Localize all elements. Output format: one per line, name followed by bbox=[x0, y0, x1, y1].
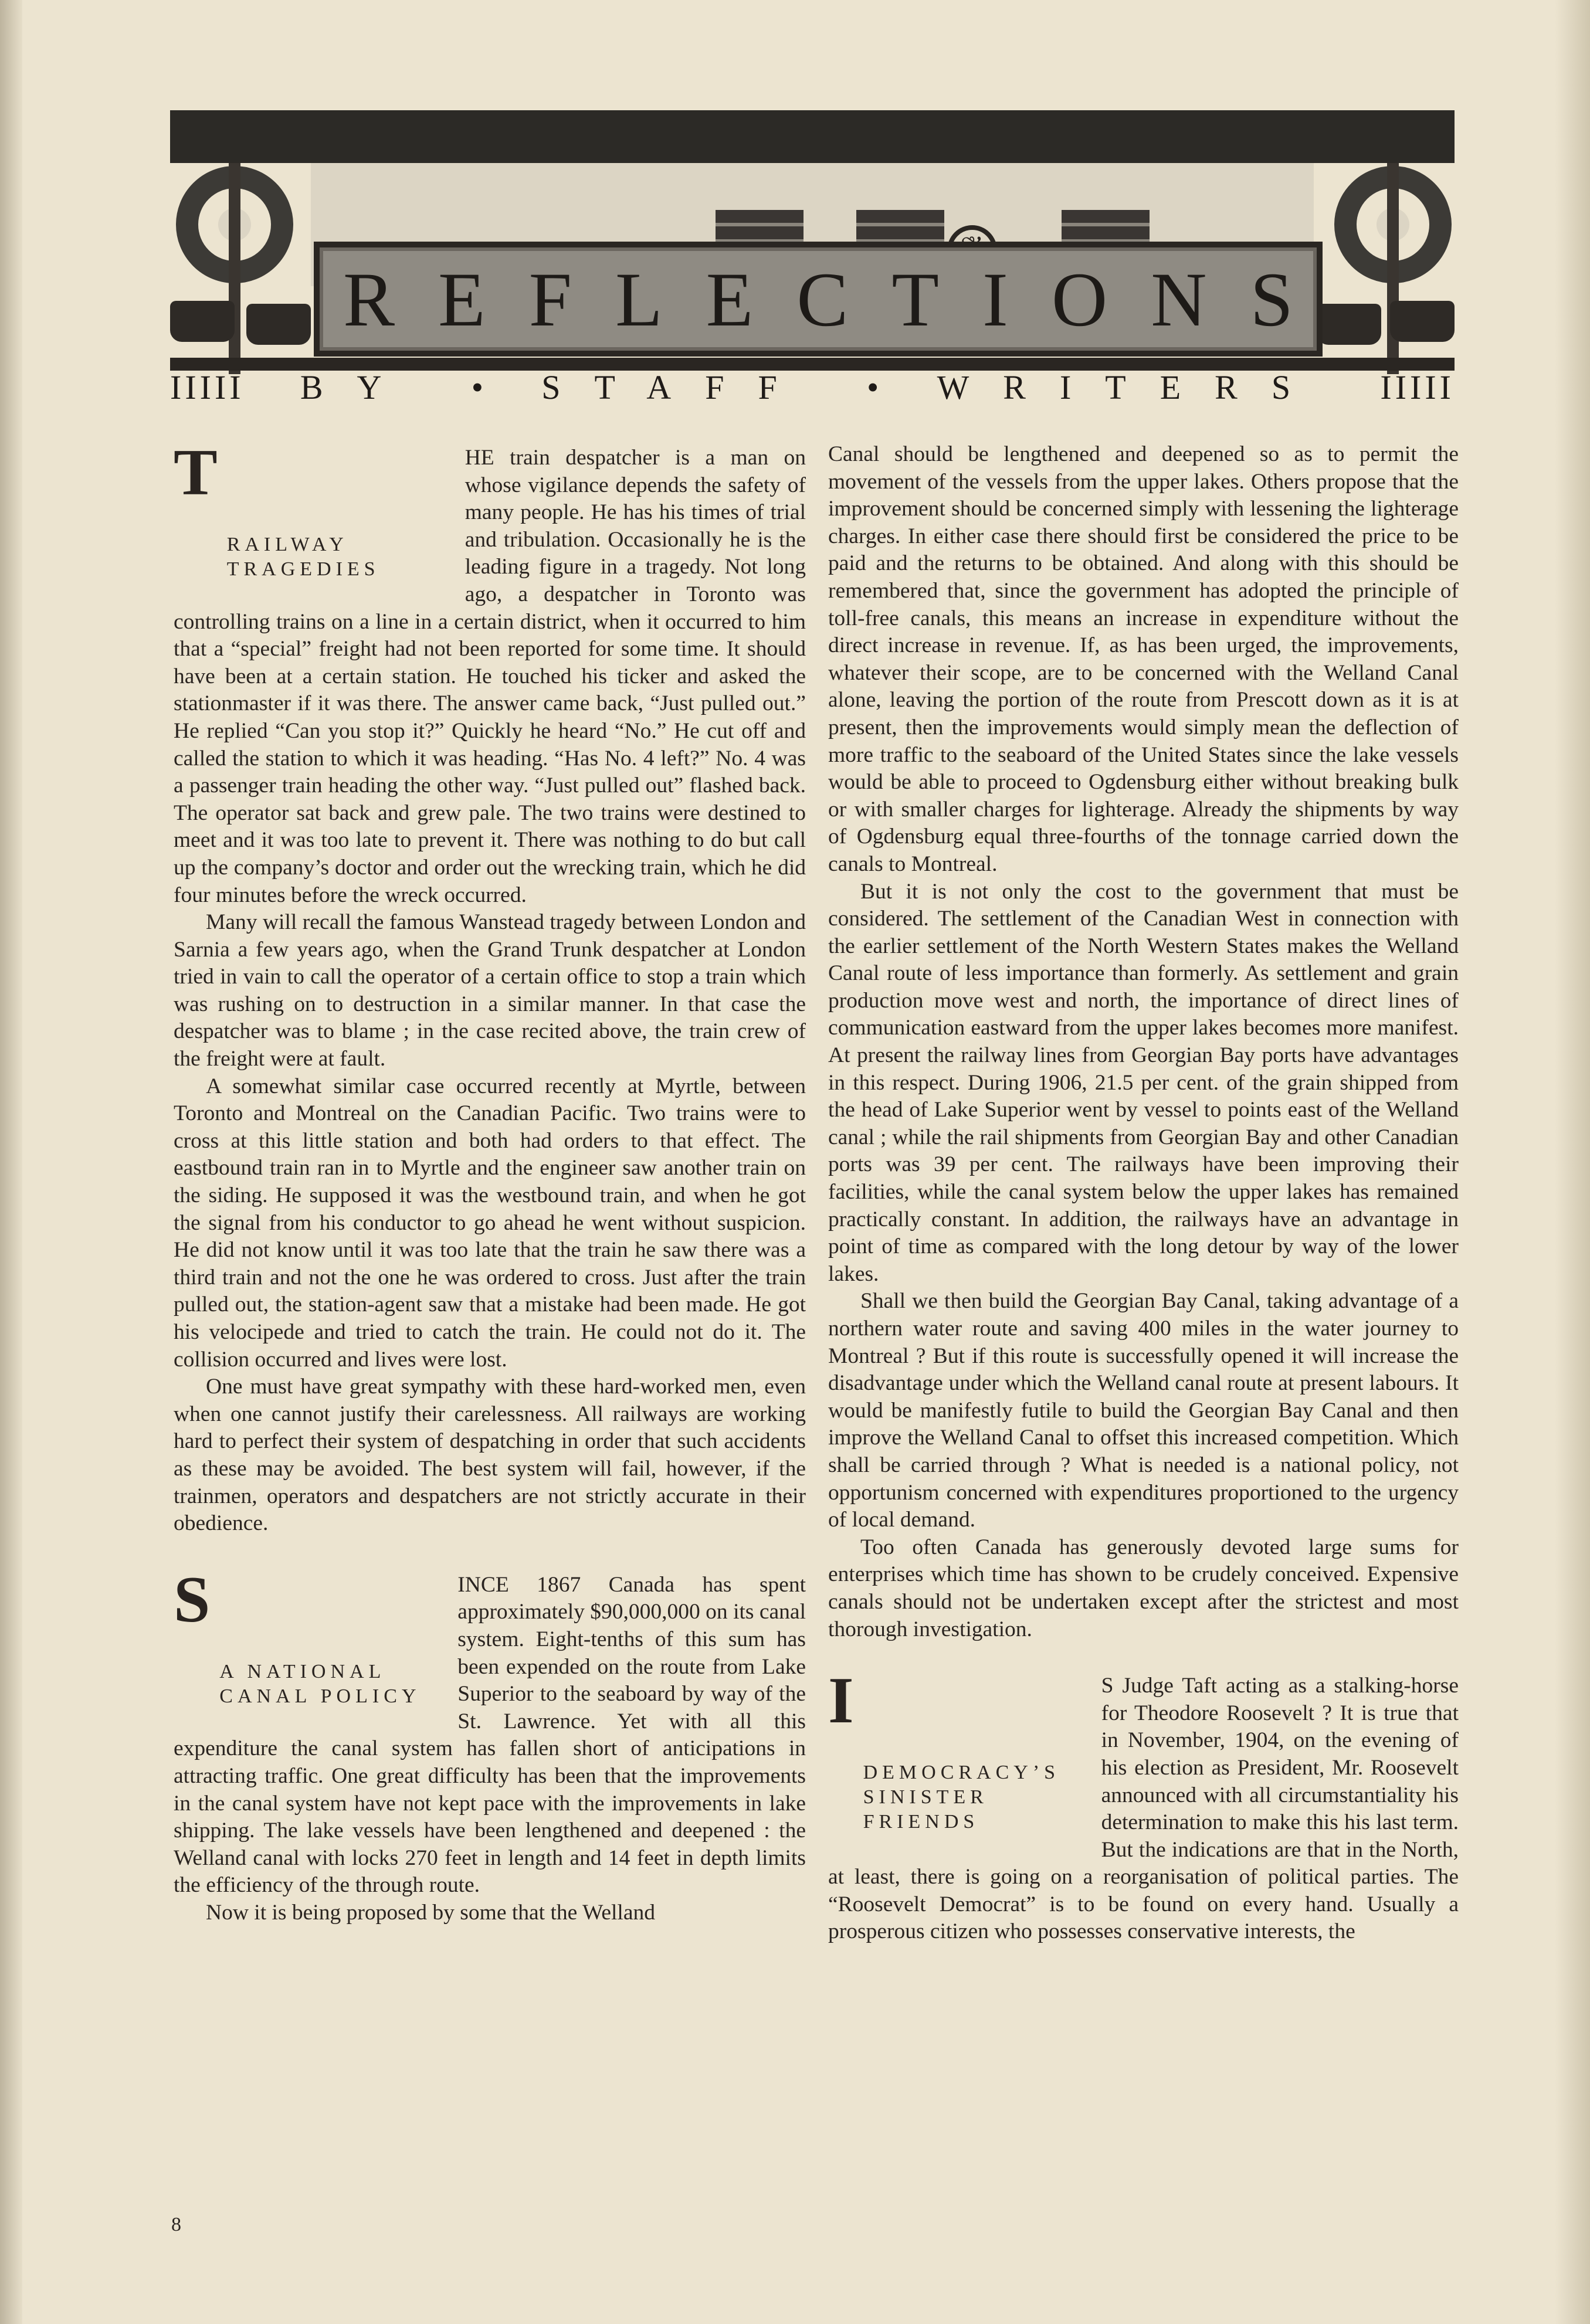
side-heading bbox=[219, 1660, 448, 1709]
paragraph-text: INCE 1867 Canada has spent approximately $90,000,000 on its canal system. Eight-tenths of this sum has been expended on the route from Lake Superior to the seaboard by way of the St. Lawrence. Yet with all this expenditure the canal system has fallen short of anticipations in attracting traffic. One great difficulty has been that the improvements in the canal system have not kept pace with the improvements in lake shipping. The lake vessels have been lengthened and deepened : the Welland canal with locks 270 feet in length and 14 feet in depth limits the efficiency of the through route. bbox=[174, 1572, 806, 1898]
byline-dot: • bbox=[866, 368, 882, 406]
side-heading-line: DEMOCRACY’S bbox=[863, 1762, 1060, 1784]
paragraph-text: HE train despatcher is a man on whose vigilance depends the safety of many people. He has his times of trial and tribulation. Occasionally he is the leading figure in a tragedy. Not long ago, a despatcher in Toronto was controlling trains on a line in a certain district, when it occurred to him that a “special” freight had not been reported for some time. It should have been at a certain station. He touched his ticker and asked the stationmaster if it was there. The answer came back, “Just pulled out.” He replied “Can you stop it?” Quickly he heard “No.” He cut off and called the station to which it was heading. “Has No. 4 left?” No. 4 was a passenger train heading the other way. “Just pulled out” flashed back. The operator sat back and grew pale. The two trains were destined to meet and it was too late to prevent it. There was nothing to do but call up the company’s doctor and order out the wrecking train, which he did four minutes before the wreck occurred. bbox=[174, 446, 806, 907]
urn-icon bbox=[246, 304, 311, 345]
right-column bbox=[828, 441, 1459, 1946]
article-democracys-sinister-friends bbox=[828, 1664, 1459, 1946]
title-letter: N bbox=[1151, 256, 1207, 342]
title-letter: S bbox=[1250, 256, 1293, 342]
spacer bbox=[174, 1538, 806, 1572]
title-plaque bbox=[314, 242, 1323, 357]
paragraph bbox=[174, 1563, 806, 1899]
page-edge-left bbox=[0, 0, 22, 2324]
urn-icon bbox=[170, 301, 235, 342]
title-letter: L bbox=[615, 256, 663, 342]
banner-top-band bbox=[170, 110, 1455, 163]
page-number: 8 bbox=[171, 2214, 181, 2235]
byline bbox=[170, 367, 1455, 408]
drop-cap: S bbox=[174, 1563, 211, 1636]
side-heading bbox=[863, 1760, 1092, 1834]
left-column bbox=[174, 436, 806, 1926]
paragraph: Now it is being proposed by some that the Welland bbox=[206, 1900, 655, 1925]
title-letter: E bbox=[706, 256, 754, 342]
byline-writers: WRITERS bbox=[937, 368, 1325, 406]
article-national-canal-policy bbox=[174, 1563, 806, 1927]
urn-icon bbox=[1390, 301, 1455, 342]
title-letter: R bbox=[343, 256, 395, 342]
article-railway-tragedies bbox=[174, 436, 806, 1538]
drop-cap: I bbox=[828, 1664, 854, 1738]
spacer bbox=[828, 1643, 1459, 1672]
torch-post-left bbox=[229, 163, 240, 374]
paragraph bbox=[828, 1664, 1459, 1946]
paragraph: Canal should be lengthened and deepened so as to permit the movement of the vessels from the upper lakes. Others propose that the improvement should be concerned simply with lessening the lighterage charges. In either case there should first be considered the price to be paid and the returns to be obtained. And along with this should be remembered that, since the government has adopted the principle of toll-free canals, this means an increase in expenditure without the direct increase in revenue. If, as has been urged, the improvements, whatever their scope, are to be concerned with the Welland Canal alone, leaving the portion of the route from Prescott down as it is at present, then the improvements would simply mean the deflection of more traffic to the seaboard of the United States since the lake vessels would be able to proceed to Ogdensburg either without breaking bulk or with smaller charges for lighterage. Already the shipments by way of Ogdensburg equal three-fourths of the tonnage carried down the canals to Montreal. bbox=[828, 442, 1459, 876]
paragraph: Many will recall the famous Wanstead tragedy between London and Sarnia a few years ago, when the Grand Trunk despatcher at London tried in vain to call the operator of a certain office to stop a train which was rushing on to destruction in a similar manner. In that case the despatcher was to blame ; in the case recited above, the train crew of the freight were at fault. bbox=[174, 910, 806, 1071]
side-heading-line: SINISTER FRIENDS bbox=[863, 1786, 988, 1833]
paragraph-text: S Judge Taft acting as a stalking-horse for Theodore Roosevelt ? It is true that in November, 1904, on the evening of his election as President, Mr. Roosevelt announced with all circumstantiality his determination to make this his last term. But the indications are that in the North, at least, there is going on a reorganisation of political parties. The “Roosevelt Democrat” is to be found on every hand. Usually a prosperous citizen who possesses conservative interests, the bbox=[828, 1674, 1459, 1944]
side-heading bbox=[227, 532, 456, 582]
paragraph: But it is not only the cost to the government that must be considered. The settlement of the Canadian West in connection with the earlier settlement of the North Western States makes the Welland Canal route of less importance than formerly. As settlement and grain production move west and north, the importance of direct lines of communication eastward from the upper lakes becomes more manifest. At present the railway lines from Georgian Bay ports have advantages in this respect. During 1906, 21.5 per cent. of the grain shipped from the head of Lake Superior went by vessel to points east of the Welland canal ; while the rail shipments from Georgian Bay and other Canadian ports was 39 per cent. The railways have been improving their facilities, while the canal system below the upper lakes has remained practically constant. In addition, the railways have an advantage in point of time as compared with the long detour by way of the lower lakes. bbox=[828, 879, 1459, 1286]
byline-by: BY bbox=[300, 368, 416, 406]
side-heading-line: TRAGEDIES bbox=[226, 558, 380, 580]
byline-dot: • bbox=[471, 368, 486, 406]
side-heading-line: CANAL POLICY bbox=[219, 1685, 421, 1707]
side-heading-line: RAILWAY bbox=[226, 534, 348, 555]
title-letter: I bbox=[982, 256, 1008, 342]
byline-ornament-left: IIIII bbox=[170, 368, 245, 406]
byline-ornament-right: IIIII bbox=[1380, 368, 1455, 406]
page-edge-right bbox=[1555, 0, 1590, 2324]
title-letter: C bbox=[796, 256, 849, 342]
title-letter: T bbox=[891, 256, 939, 342]
paragraph bbox=[174, 436, 806, 909]
paragraph: One must have great sympathy with these hard-worked men, even when one cannot justify their carelessness. All railways are working hard to perfect their system of despatching in order that such accidents as these may be avoided. The best system will fail, however, if the trainmen, operators and despatchers are not strictly accurate in their obedience. bbox=[174, 1375, 806, 1536]
byline-staff: STAFF bbox=[541, 368, 811, 406]
title-letter: E bbox=[438, 256, 486, 342]
side-heading-line: A NATIONAL bbox=[219, 1660, 386, 1682]
title-letter: F bbox=[528, 256, 572, 342]
paragraph: Too often Canada has generously devoted large sums for enterprises which time has shown to be crudely conceived. Expensive canals should not be undertaken except after the strictest and most thorough investigation. bbox=[828, 1535, 1459, 1641]
paragraph: A somewhat similar case occurred recently at Myrtle, between Toronto and Montreal on the Canadian Pacific. Two trains were to cross at this little station and both had orders to that effect. The eastbound train ran in to Myrtle and the engineer saw another train on the siding. He supposed it was the westbound train, and when he got the signal from his conductor to go ahead he went without suspicion. He did not know until it was too late that the train he saw there was a third train and not the one he was ordered to cross. Just after the train pulled out, the station-agent saw that a mistake had been made. He got his velocipede and tried to catch the train. He could not do it. The collision occurred and lives were lost. bbox=[174, 1074, 806, 1372]
page-title bbox=[320, 247, 1317, 351]
paragraph: Shall we then build the Georgian Bay Canal, taking advantage of a northern water route and saving 400 miles in the water journey to Montreal ? But if this route is successfully opened it will increase the disadvantage under which the Welland canal route at present labours. It would be manifestly futile to build the Georgian Bay Canal and then improve the Welland Canal to offset this increased competition. Which shall be carried through ? What is needed is a national policy, not opportunism concerned with expenditures proportioned to the urgency of local demand. bbox=[828, 1289, 1459, 1532]
torch-post-right bbox=[1387, 163, 1399, 374]
drop-cap: T bbox=[174, 436, 218, 509]
urn-icon bbox=[1317, 304, 1381, 345]
title-letter: O bbox=[1051, 256, 1108, 342]
